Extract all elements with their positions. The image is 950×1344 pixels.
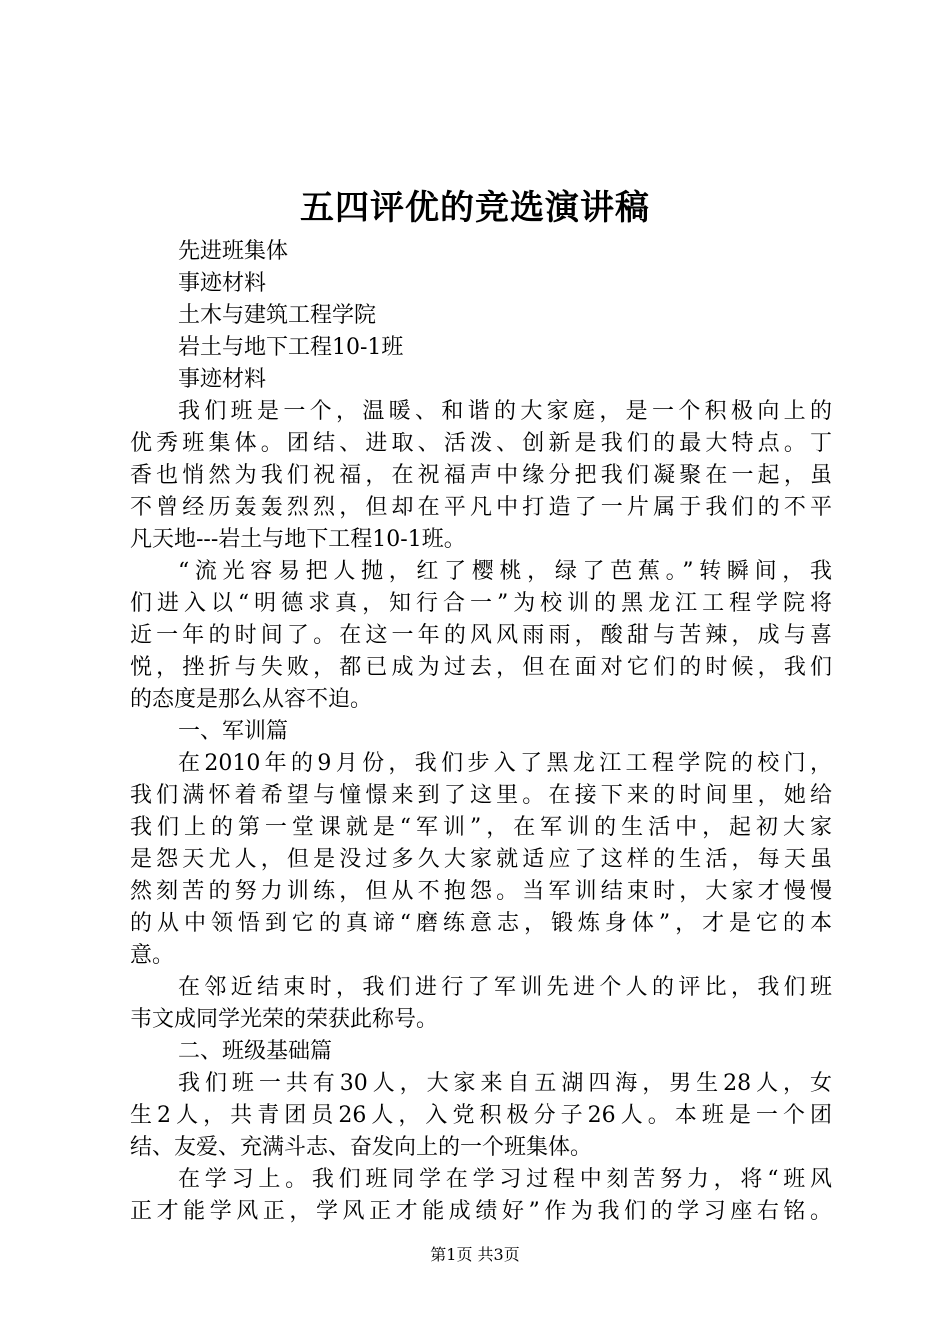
body-line: 岩土与地下工程10-1班 — [178, 335, 404, 360]
body-line: 结、友爱、充满斗志、奋发向上的一个班集体。 — [130, 1135, 593, 1160]
body-line: 韦文成同学光荣的荣获此称号。 — [130, 1007, 439, 1032]
body-line: 在邻近结束时，我们进行了军训先进个人的评比，我们班 — [178, 975, 832, 1000]
body-line: 悦，挫折与失败，都已成为过去，但在面对它们的时候，我们 — [130, 655, 832, 680]
document-title: 五四评优的竞选演讲稿 — [300, 188, 650, 228]
body-line: 在2010年的9月份，我们步入了黑龙江工程学院的校门， — [178, 751, 832, 776]
body-line: 然刻苦的努力训练，但从不抱怨。当军训结束时，大家才慢慢 — [130, 879, 832, 904]
body-line: 们进入以“明德求真，知行合一”为校训的黑龙江工程学院将 — [130, 591, 832, 616]
body-line: 的态度是那么从容不迫。 — [130, 687, 373, 712]
body-line: 凡天地---岩土与地下工程10-1班。 — [130, 527, 466, 552]
body-line: 在学习上。我们班同学在学习过程中刻苦努力，将“班风 — [178, 1167, 832, 1192]
document-body — [130, 236, 832, 1228]
body-line: 香也悄然为我们祝福，在祝福声中缘分把我们凝聚在一起，虽 — [130, 463, 832, 488]
body-line: 生2人，共青团员26人，入党积极分子26人。本班是一个团 — [130, 1103, 832, 1128]
body-line: 二、班级基础篇 — [178, 1039, 333, 1064]
body-line: 我们满怀着希望与憧憬来到了这里。在接下来的时间里，她给 — [130, 783, 832, 808]
body-line: 正才能学风正，学风正才能成绩好”作为我们的学习座右铭。 — [130, 1199, 832, 1224]
body-line: 是怨天尤人，但是没过多久大家就适应了这样的生活，每天虽 — [130, 847, 832, 872]
body-line: 我们班是一个，温暖、和谐的大家庭，是一个积极向上的 — [178, 399, 832, 424]
body-line: 的从中领悟到它的真谛“磨练意志，锻炼身体”，才是它的本 — [130, 911, 832, 936]
body-line: 优秀班集体。团结、进取、活泼、创新是我们的最大特点。丁 — [130, 431, 832, 456]
body-line: 我们上的第一堂课就是“军训”，在军训的生活中，起初大家 — [130, 815, 832, 840]
body-line: 事迹材料 — [178, 271, 267, 296]
page-footer: 第1页 共3页 — [430, 1245, 520, 1264]
body-line: 不曾经历轰轰烈烈，但却在平凡中打造了一片属于我们的不平 — [130, 495, 832, 520]
body-line: 意。 — [130, 943, 175, 968]
body-line: 事迹材料 — [178, 367, 267, 392]
body-line: 土木与建筑工程学院 — [178, 303, 377, 328]
body-line: “流光容易把人抛，红了樱桃，绿了芭蕉。”转瞬间，我 — [178, 559, 832, 584]
body-line: 一、军训篇 — [178, 719, 289, 744]
body-line: 我们班一共有30人，大家来自五湖四海，男生28人，女 — [178, 1071, 832, 1096]
body-line: 近一年的时间了。在这一年的风风雨雨，酸甜与苦辣，成与喜 — [130, 623, 832, 648]
body-line: 先进班集体 — [178, 239, 289, 264]
